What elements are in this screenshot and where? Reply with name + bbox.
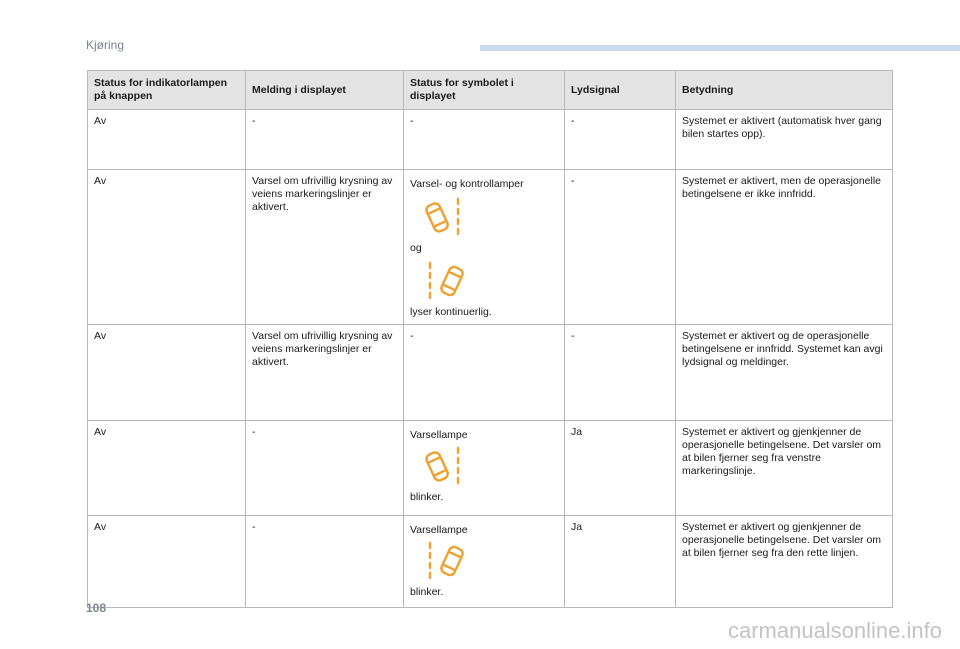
cell-status: Av — [88, 110, 246, 170]
cell-message: Varsel om ufrivillig krysning av veiens markeringslinjer er aktivert. — [246, 170, 404, 325]
cell-sound: - — [565, 170, 676, 325]
symbol-outro-text: lyser kontinuerlig. — [410, 306, 492, 318]
cell-status: Av — [88, 170, 246, 325]
section-title: Kjøring — [86, 38, 125, 52]
lane-departure-left-icon — [420, 539, 470, 583]
cell-status: Av — [88, 516, 246, 608]
cell-message: Varsel om ufrivillig krysning av veiens markeringslinjer er aktivert. — [246, 325, 404, 421]
cell-message: - — [246, 516, 404, 608]
symbol-join-text: og — [410, 242, 422, 254]
page-number: 108 — [86, 601, 107, 615]
cell-symbol — [404, 516, 565, 608]
header-meaning: Betydning — [676, 71, 893, 110]
cell-meaning: Systemet er aktivert og de operasjonelle betingelsene er innfridd. Systemet kan avgi lydsignal og meldinger. — [676, 325, 893, 421]
header-display-message: Melding i displayet — [246, 71, 404, 110]
cell-symbol — [404, 170, 565, 325]
table-header-row — [88, 71, 893, 110]
lane-departure-right-icon — [420, 195, 470, 239]
section-accent-bar — [480, 45, 960, 51]
header-sound-signal: Lydsignal — [565, 71, 676, 110]
watermark: carmanualsonline.info — [727, 618, 942, 643]
symbol-outro-text: blinker. — [410, 491, 444, 503]
header-indicator-status: Status for indikatorlampen på knappen — [88, 71, 246, 110]
cell-message: - — [246, 421, 404, 516]
cell-symbol: - — [404, 325, 565, 421]
cell-status: Av — [88, 421, 246, 516]
lane-departure-right-icon — [420, 444, 470, 488]
cell-sound: Ja — [565, 516, 676, 608]
cell-message: - — [246, 110, 404, 170]
lane-departure-status-table — [87, 70, 893, 608]
cell-sound: - — [565, 110, 676, 170]
symbol-intro-text: Varsellampe — [410, 429, 468, 441]
symbol-intro-text: Varsel- og kontrollamper — [410, 178, 524, 190]
cell-meaning: Systemet er aktivert og gjenkjenner de operasjonelle betingelsene. Det varsler om at bilen fjerner seg fra venstre markeringslinje. — [676, 421, 893, 516]
table-row — [88, 170, 893, 325]
symbol-outro-text: blinker. — [410, 586, 444, 598]
cell-meaning: Systemet er aktivert og gjenkjenner de operasjonelle betingelsene. Det varsler om at bilen fjerner seg fra den rette linjen. — [676, 516, 893, 608]
cell-sound: Ja — [565, 421, 676, 516]
lane-departure-left-icon — [420, 259, 470, 303]
table-row — [88, 421, 893, 516]
cell-status: Av — [88, 325, 246, 421]
cell-symbol — [404, 421, 565, 516]
table-row — [88, 110, 893, 170]
cell-meaning: Systemet er aktivert (automatisk hver gang bilen startes opp). — [676, 110, 893, 170]
table-row — [88, 516, 893, 608]
cell-meaning: Systemet er aktivert, men de operasjonelle betingelsene er ikke innfridd. — [676, 170, 893, 325]
table-row — [88, 325, 893, 421]
symbol-intro-text: Varsellampe — [410, 524, 468, 536]
header-symbol-status: Status for symbolet i displayet — [404, 71, 565, 110]
cell-symbol: - — [404, 110, 565, 170]
cell-sound: - — [565, 325, 676, 421]
